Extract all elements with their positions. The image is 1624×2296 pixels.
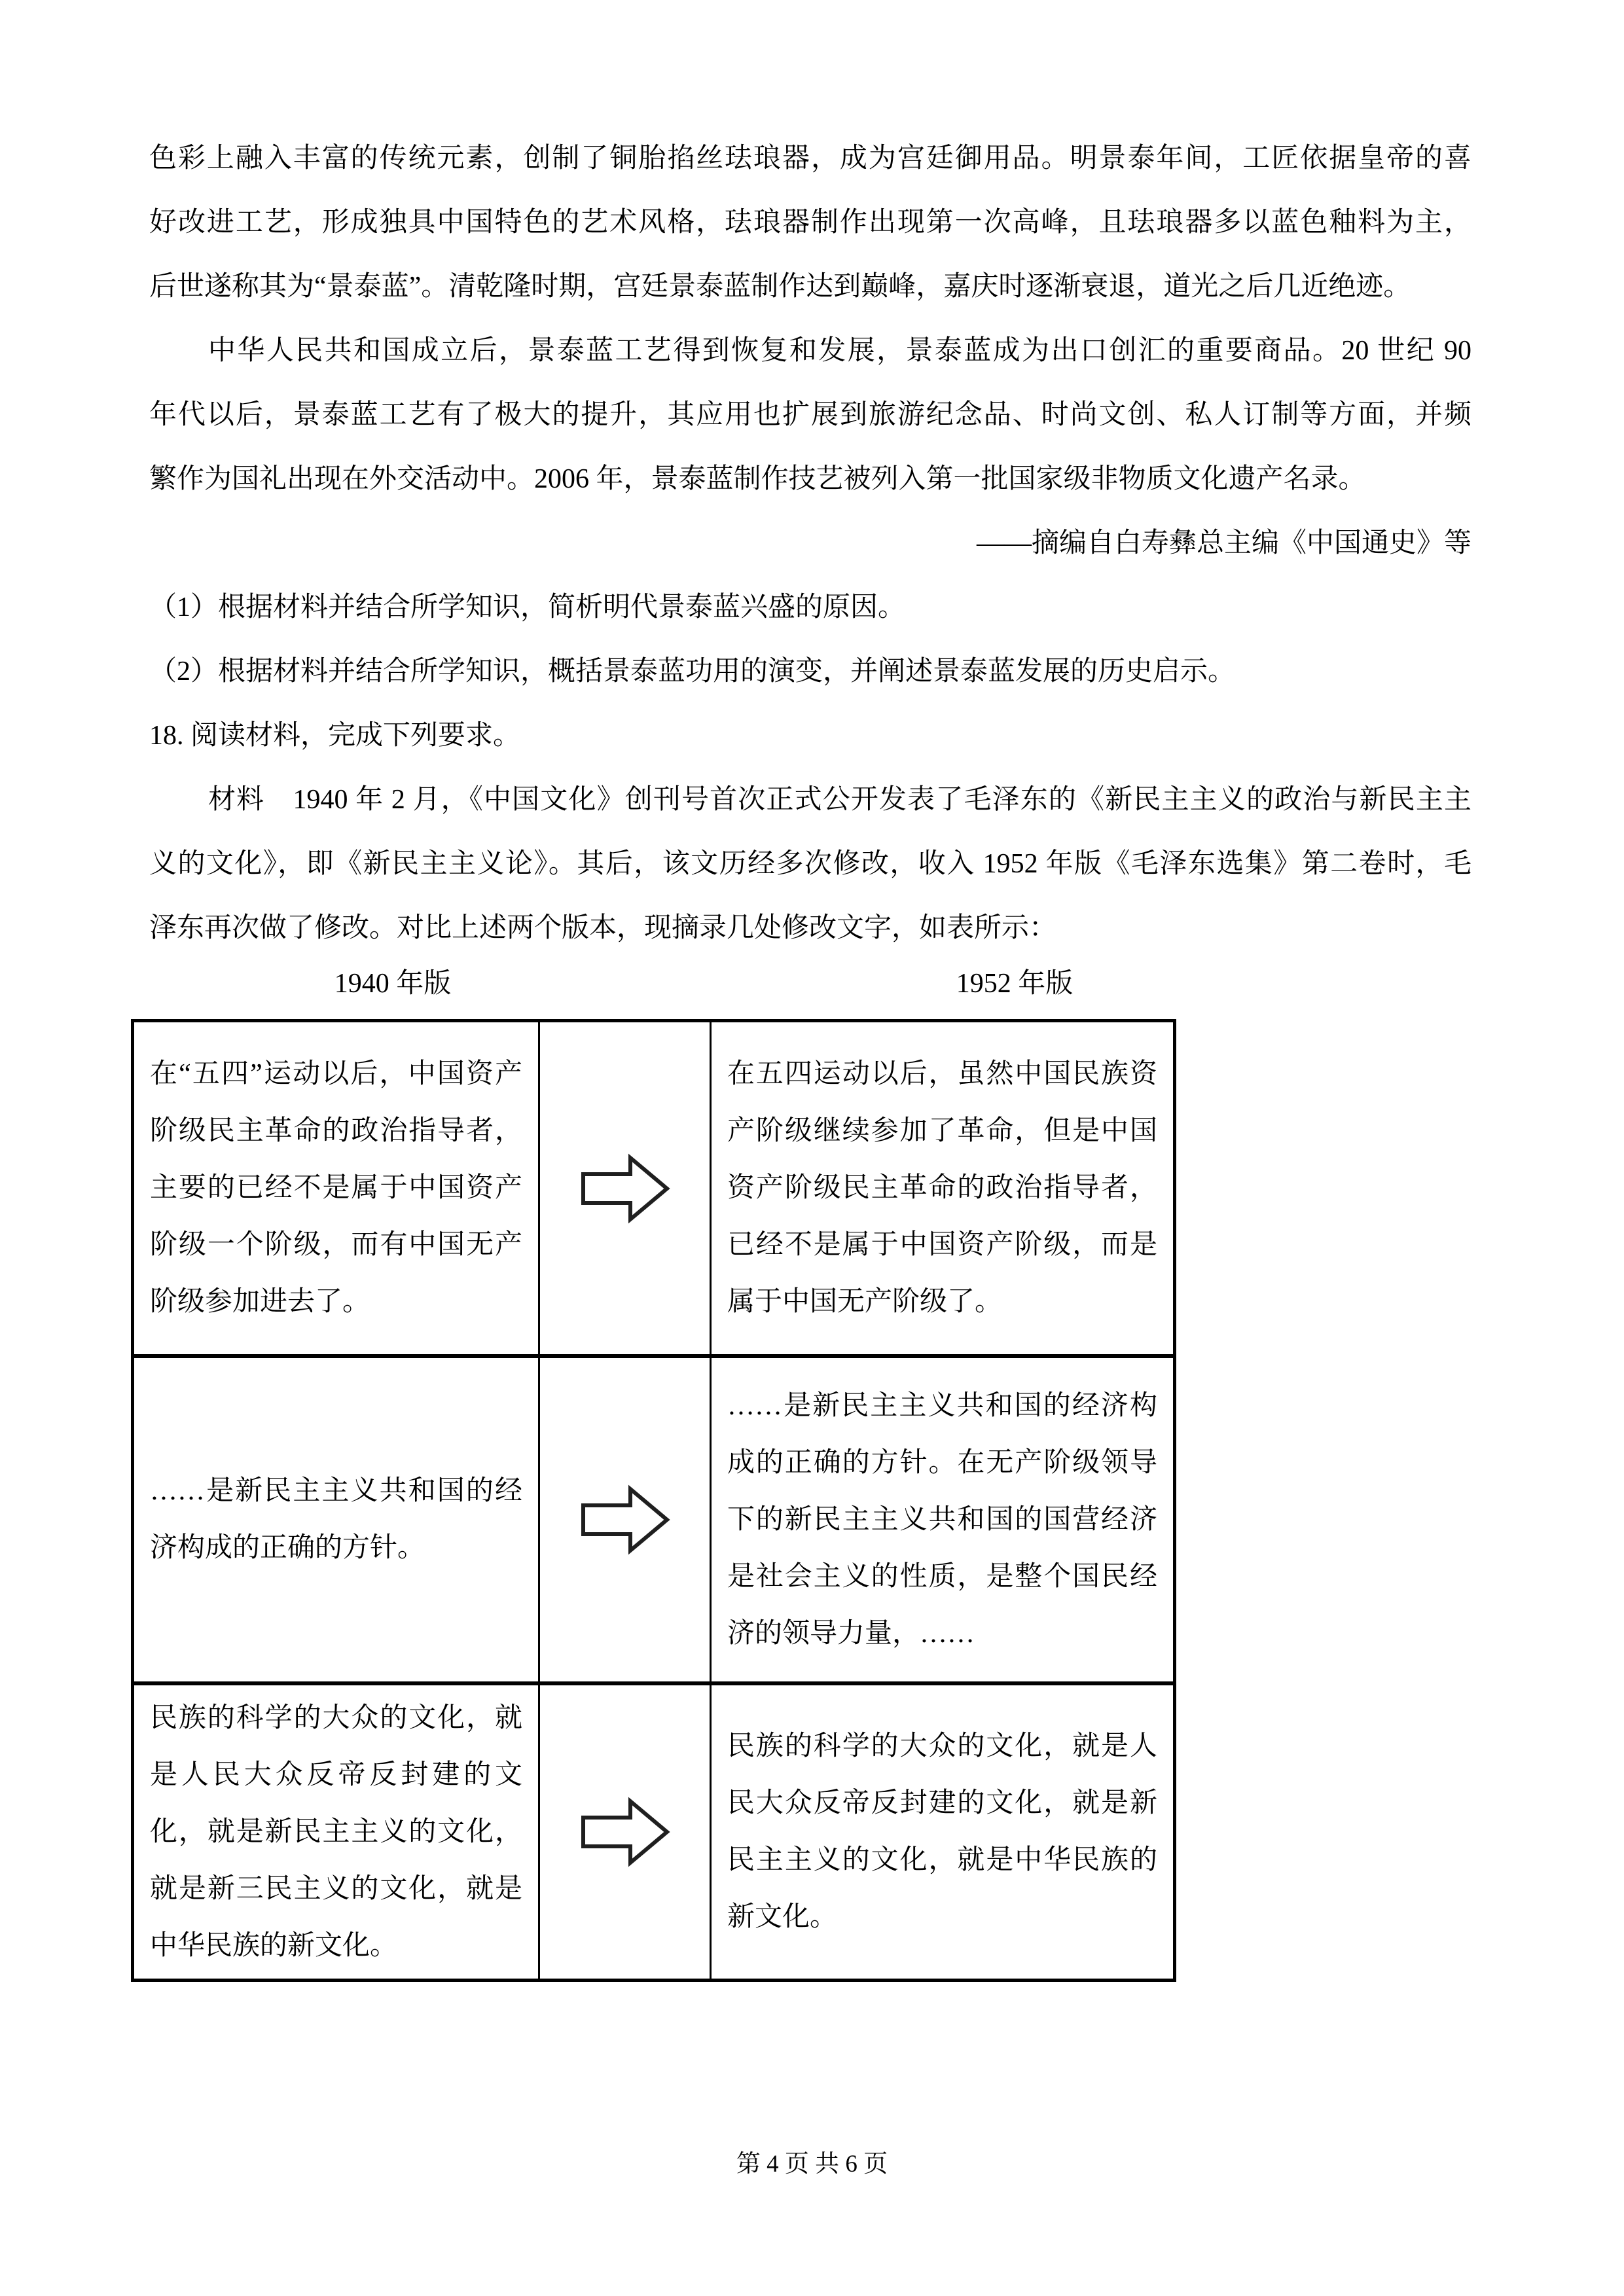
- right-arrow-icon: [579, 1153, 671, 1225]
- source-attribution: ——摘编自白寿彝总主编《中国通史》等: [976, 528, 1471, 558]
- table-cell-1952-row1: [712, 1022, 1173, 1358]
- paragraph-jingtailan-line1: 色彩上融入丰富的传统元素，创制了铜胎掐丝珐琅器，成为宫廷御用品。明景泰年间，工匠依据皇帝的喜: [149, 143, 1471, 173]
- material-line1: 材料 1940 年 2 月，《中国文化》创刊号首次正式公开发表了毛泽东的《新民主主义的政治与新民主主: [208, 785, 1471, 815]
- body-text: [149, 126, 1471, 960]
- cell-text: 民族的科学的大众的文化，就是人民大众反帝反封建的文化，就是新民主主义的文化，就是中华民族的新文化。: [727, 1731, 1157, 1932]
- cell-text: ……是新民主主义共和国的经济构成的正确的方针。: [150, 1476, 522, 1563]
- header-1952-edition: 1952 年版: [956, 969, 1074, 999]
- right-arrow-icon: [579, 1484, 671, 1556]
- table-cell-1952-row2: [712, 1358, 1173, 1685]
- paragraph-jingtailan-line3: 后世遂称其为“景泰蓝”。清乾隆时期，宫廷景泰蓝制作达到巅峰，嘉庆时逐渐衰退，道光之后几近绝迹。: [149, 272, 1411, 302]
- table-column-headers: [0, 961, 1624, 1007]
- cell-text: ……是新民主主义共和国的经济构成的正确的方针。在无产阶级领导下的新民主主义共和国的国营经济是社会主义的性质，是整个国民经济的领导力量，……: [727, 1390, 1157, 1649]
- table-cell-arrow-row3: [540, 1685, 712, 1979]
- version-comparison-table: [131, 1019, 1176, 1982]
- material-line2: 义的文化》，即《新民主主义论》。其后，该文历经多次修改，收入 1952 年版《毛泽东选集》第二卷时，毛: [149, 849, 1471, 879]
- right-arrow-icon: [579, 1796, 671, 1868]
- cell-text: 在“五四”运动以后，中国资产阶级民主革命的政治指导者，主要的已经不是属于中国资产阶级一个阶级，而有中国无产阶级参加进去了。: [150, 1059, 522, 1317]
- paragraph-jingtailan-line2: 好改进工艺，形成独具中国特色的艺术风格，珐琅器制作出现第一次高峰，且珐琅器多以蓝色釉料为主，: [149, 207, 1471, 238]
- table-cell-1940-row1: [134, 1022, 540, 1358]
- question-2: （2）根据材料并结合所学知识，概括景泰蓝功用的演变，并阐述景泰蓝发展的历史启示。: [149, 656, 1236, 687]
- page-number-footer: 第 4 页 共 6 页: [736, 2151, 888, 2178]
- paragraph-prc-line3: 繁作为国礼出现在外交活动中。2006 年，景泰蓝制作技艺被列入第一批国家级非物质文化遗产名录。: [149, 464, 1366, 494]
- table-cell-1940-row3: [134, 1685, 540, 1979]
- paragraph-prc-line2: 年代以后，景泰蓝工艺有了极大的提升，其应用也扩展到旅游纪念品、时尚文创、私人订制等方面，并频: [149, 400, 1471, 430]
- header-1940-edition: 1940 年版: [334, 969, 452, 999]
- question-18-lead: 18. 阅读材料，完成下列要求。: [149, 721, 521, 751]
- cell-text: 民族的科学的大众的文化，就是人民大众反帝反封建的文化，就是新民主主义的文化，就是新三民主义的文化，就是中华民族的新文化。: [150, 1702, 522, 1961]
- paragraph-prc-line1: 中华人民共和国成立后，景泰蓝工艺得到恢复和发展，景泰蓝成为出口创汇的重要商品。20 世纪 90: [208, 336, 1471, 366]
- table-cell-1940-row2: [134, 1358, 540, 1685]
- material-line3: 泽东再次做了修改。对比上述两个版本，现摘录几处修改文字，如表所示：: [149, 913, 1057, 943]
- table-cell-1952-row3: [712, 1685, 1173, 1979]
- table-cell-arrow-row1: [540, 1022, 712, 1358]
- table-cell-arrow-row2: [540, 1358, 712, 1685]
- question-1: （1）根据材料并结合所学知识，简析明代景泰蓝兴盛的原因。: [149, 592, 906, 622]
- cell-text: 在五四运动以后，虽然中国民族资产阶级继续参加了革命，但是中国资产阶级民主革命的政治指导者，已经不是属于中国资产阶级，而是属于中国无产阶级了。: [727, 1059, 1157, 1317]
